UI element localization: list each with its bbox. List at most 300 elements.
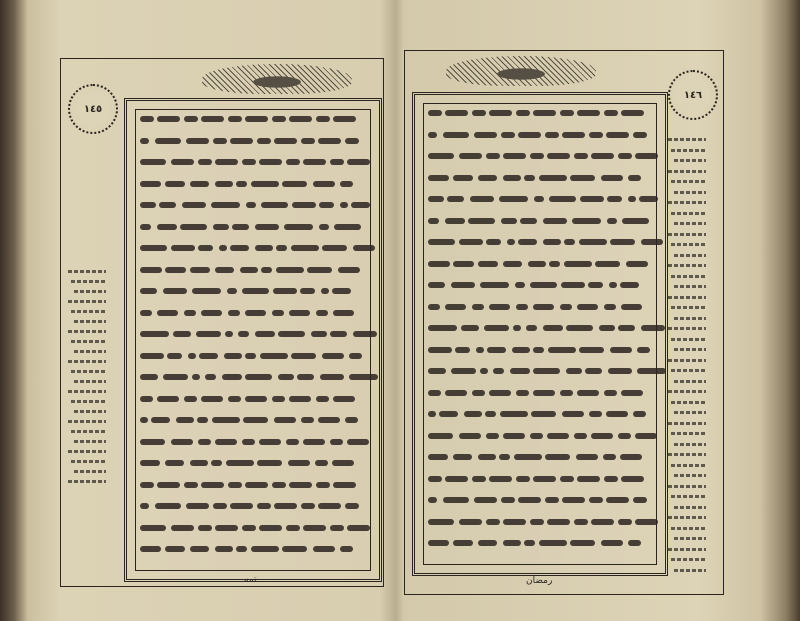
script-word <box>478 175 497 181</box>
script-word <box>171 525 194 531</box>
margin-note-line <box>668 296 706 299</box>
script-word <box>197 417 208 423</box>
script-word <box>503 175 521 181</box>
script-word <box>303 525 326 531</box>
script-word <box>533 110 556 116</box>
script-word <box>503 153 526 159</box>
script-word <box>316 396 329 402</box>
script-word <box>165 460 184 466</box>
script-word <box>487 347 506 353</box>
script-word <box>574 433 587 439</box>
script-word <box>574 153 588 159</box>
script-word <box>236 546 247 552</box>
script-word <box>485 411 496 417</box>
script-word <box>171 439 193 445</box>
script-word <box>255 245 273 251</box>
script-word <box>570 175 595 181</box>
script-word <box>633 411 646 417</box>
script-word <box>157 310 178 316</box>
script-word <box>447 196 464 202</box>
script-word <box>140 439 165 445</box>
script-word <box>140 181 161 187</box>
script-word <box>291 353 316 359</box>
script-word <box>242 525 256 531</box>
script-word <box>607 218 617 224</box>
script-word <box>330 331 347 337</box>
script-word <box>428 347 452 353</box>
script-word <box>610 239 635 245</box>
right-margin-notes <box>666 138 710 578</box>
script-word <box>278 374 294 380</box>
script-word <box>518 497 541 503</box>
script-word <box>301 503 315 509</box>
right-text-block <box>412 92 668 576</box>
script-word <box>140 546 161 552</box>
script-word <box>428 132 437 138</box>
script-word <box>333 482 356 488</box>
script-word <box>245 374 272 380</box>
script-word <box>347 525 370 531</box>
script-word <box>272 482 286 488</box>
script-word <box>501 132 515 138</box>
margin-note-line <box>68 270 106 273</box>
script-word <box>228 482 242 488</box>
script-word <box>549 196 576 202</box>
script-word <box>480 368 488 374</box>
margin-note-line <box>71 370 106 373</box>
script-word <box>579 347 604 353</box>
script-word <box>500 411 528 417</box>
left-text-lines <box>135 109 371 571</box>
script-word <box>274 417 296 423</box>
script-word <box>282 181 307 187</box>
script-word <box>577 390 599 396</box>
script-word <box>533 476 556 482</box>
script-word <box>165 546 185 552</box>
margin-note-line <box>668 422 706 425</box>
script-word <box>184 396 197 402</box>
margin-note-line <box>71 460 106 463</box>
script-word <box>313 181 335 187</box>
script-word <box>459 519 482 525</box>
margin-note-line <box>671 369 706 372</box>
script-word <box>589 497 603 503</box>
script-word <box>349 374 378 380</box>
script-word <box>577 304 598 310</box>
script-word <box>307 267 332 273</box>
margin-note-line <box>671 495 706 498</box>
script-word <box>604 390 617 396</box>
script-word <box>140 417 148 423</box>
script-word <box>273 288 297 294</box>
script-word <box>564 261 592 267</box>
script-word <box>533 347 544 353</box>
script-word <box>163 374 188 380</box>
script-word <box>445 218 465 224</box>
script-word <box>340 181 353 187</box>
script-word <box>319 224 329 230</box>
script-word <box>251 181 279 187</box>
script-word <box>140 331 169 337</box>
script-word <box>501 218 517 224</box>
script-word <box>338 267 360 273</box>
script-word <box>318 417 340 423</box>
script-word <box>140 267 162 273</box>
script-word <box>547 433 569 439</box>
script-word <box>318 503 341 509</box>
script-word <box>186 138 209 144</box>
script-word <box>520 218 537 224</box>
script-word <box>589 411 602 417</box>
script-word <box>566 368 582 374</box>
script-word <box>503 540 521 546</box>
script-word <box>201 482 224 488</box>
script-word <box>628 196 636 202</box>
script-word <box>289 310 310 316</box>
script-word <box>226 460 254 466</box>
left-page-number: ١٤٥ <box>83 103 103 115</box>
script-word <box>635 153 658 159</box>
script-word <box>562 132 585 138</box>
script-word <box>562 497 585 503</box>
script-word <box>539 175 567 181</box>
script-word <box>603 454 616 460</box>
margin-note-line <box>674 537 706 540</box>
script-word <box>227 288 237 294</box>
script-word <box>503 519 526 525</box>
script-word <box>321 288 329 294</box>
script-word <box>609 282 617 288</box>
script-word <box>340 546 353 552</box>
script-word <box>165 181 185 187</box>
script-word <box>316 116 330 122</box>
script-word <box>560 304 572 310</box>
script-word <box>428 497 437 503</box>
margin-note-line <box>668 548 706 551</box>
script-word <box>455 347 470 353</box>
script-word <box>524 175 535 181</box>
script-word <box>215 439 237 445</box>
script-word <box>591 433 613 439</box>
script-word <box>282 546 307 552</box>
script-word <box>245 116 268 122</box>
script-word <box>478 540 497 546</box>
right-page <box>404 0 776 621</box>
script-word <box>516 110 530 116</box>
script-word <box>140 482 154 488</box>
script-word <box>190 267 210 273</box>
script-word <box>478 454 496 460</box>
margin-note-line <box>68 480 106 483</box>
script-word <box>198 245 213 251</box>
margin-note-line <box>71 400 106 403</box>
script-word <box>428 411 436 417</box>
margin-note-line <box>671 212 706 215</box>
script-word <box>284 224 313 230</box>
script-word <box>167 353 182 359</box>
script-word <box>301 138 315 144</box>
script-word <box>322 245 347 251</box>
script-word <box>604 110 618 116</box>
left-page-number-rosette <box>68 84 118 134</box>
script-word <box>428 218 439 224</box>
margin-note-line <box>71 340 106 343</box>
script-word <box>595 261 620 267</box>
script-word <box>516 304 528 310</box>
script-word <box>245 482 268 488</box>
script-word <box>274 138 297 144</box>
script-word <box>591 153 614 159</box>
script-word <box>472 390 485 396</box>
script-word <box>621 476 644 482</box>
script-word <box>604 476 618 482</box>
script-word <box>297 374 314 380</box>
margin-note-line <box>674 474 706 477</box>
script-word <box>560 110 574 116</box>
left-text-block <box>124 98 382 582</box>
script-word <box>353 331 377 337</box>
right-page-number-rosette <box>668 70 718 120</box>
script-word <box>157 116 180 122</box>
script-word <box>140 159 166 165</box>
script-word <box>225 331 233 337</box>
script-word <box>472 304 484 310</box>
script-word <box>347 159 370 165</box>
margin-note-line <box>68 300 106 303</box>
margin-note-line <box>74 470 106 473</box>
script-word <box>428 153 454 159</box>
script-word <box>637 368 666 374</box>
margin-note-line <box>74 350 106 353</box>
script-word <box>516 390 529 396</box>
script-word <box>340 202 348 208</box>
script-word <box>445 110 468 116</box>
margin-note-line <box>671 527 706 530</box>
script-word <box>259 525 282 531</box>
script-word <box>334 224 361 230</box>
script-word <box>580 196 604 202</box>
script-word <box>351 202 370 208</box>
script-word <box>165 267 186 273</box>
margin-note-line <box>74 380 106 383</box>
script-word <box>345 138 359 144</box>
margin-note-line <box>668 453 706 456</box>
script-word <box>486 153 500 159</box>
script-word <box>291 245 319 251</box>
script-word <box>257 138 271 144</box>
script-word <box>607 196 622 202</box>
script-word <box>499 454 510 460</box>
script-word <box>173 331 191 337</box>
script-word <box>276 267 304 273</box>
left-catchword: تمه <box>244 575 257 585</box>
script-word <box>428 175 449 181</box>
margin-note-line <box>674 285 706 288</box>
margin-note-line <box>71 430 106 433</box>
script-word <box>445 476 468 482</box>
script-word <box>157 482 180 488</box>
script-word <box>543 218 567 224</box>
script-word <box>480 282 509 288</box>
script-word <box>516 476 530 482</box>
script-word <box>534 196 544 202</box>
script-word <box>564 239 575 245</box>
script-word <box>618 433 631 439</box>
script-word <box>140 503 149 509</box>
script-word <box>301 417 314 423</box>
script-word <box>303 439 325 445</box>
script-word <box>330 525 344 531</box>
script-word <box>257 503 271 509</box>
script-word <box>459 433 481 439</box>
script-word <box>199 353 218 359</box>
script-word <box>639 196 658 202</box>
script-word <box>198 525 212 531</box>
script-word <box>140 525 166 531</box>
script-word <box>618 325 635 331</box>
script-word <box>637 347 650 353</box>
margin-note-line <box>674 317 706 320</box>
margin-note-line <box>668 170 706 173</box>
script-word <box>515 282 525 288</box>
script-word <box>468 218 495 224</box>
margin-note-line <box>668 359 706 362</box>
script-word <box>140 460 160 466</box>
margin-note-line <box>668 485 706 488</box>
script-word <box>478 261 498 267</box>
script-word <box>514 454 542 460</box>
margin-note-line <box>71 310 106 313</box>
script-word <box>549 261 560 267</box>
margin-note-line <box>671 275 706 278</box>
script-word <box>439 411 458 417</box>
script-word <box>560 390 573 396</box>
script-word <box>451 368 476 374</box>
margin-note-line <box>671 401 706 404</box>
script-word <box>635 433 657 439</box>
script-word <box>274 503 297 509</box>
script-word <box>176 417 194 423</box>
script-word <box>332 460 354 466</box>
script-word <box>184 482 198 488</box>
script-word <box>428 282 445 288</box>
margin-note-line <box>68 390 106 393</box>
script-word <box>213 138 227 144</box>
left-margin-notes <box>66 270 110 500</box>
script-word <box>140 374 158 380</box>
margin-note-line <box>74 290 106 293</box>
left-header-ornament <box>202 64 352 94</box>
script-word <box>259 439 281 445</box>
script-word <box>260 353 288 359</box>
script-word <box>330 439 343 445</box>
script-word <box>345 417 358 423</box>
script-word <box>443 497 469 503</box>
script-word <box>192 374 200 380</box>
script-word <box>453 454 472 460</box>
margin-note-line <box>671 306 706 309</box>
script-word <box>606 497 629 503</box>
script-word <box>489 476 512 482</box>
script-word <box>151 417 170 423</box>
script-word <box>259 159 282 165</box>
script-word <box>547 519 570 525</box>
right-catchword: رمضان <box>526 576 553 586</box>
script-word <box>333 310 354 316</box>
margin-note-line <box>674 443 706 446</box>
script-word <box>606 132 629 138</box>
margin-note-line <box>668 233 706 236</box>
script-word <box>528 261 546 267</box>
margin-note-line <box>74 410 106 413</box>
script-word <box>286 439 299 445</box>
margin-note-line <box>74 440 106 443</box>
script-word <box>606 411 628 417</box>
right-header-ornament <box>446 56 596 86</box>
script-word <box>545 132 559 138</box>
script-word <box>345 503 359 509</box>
script-word <box>230 138 253 144</box>
script-word <box>289 482 312 488</box>
script-word <box>626 261 648 267</box>
script-word <box>322 353 344 359</box>
script-word <box>486 519 500 525</box>
script-word <box>445 304 466 310</box>
script-word <box>501 497 515 503</box>
script-word <box>622 218 649 224</box>
script-word <box>140 116 154 122</box>
margin-note-line <box>674 380 706 383</box>
script-word <box>493 368 504 374</box>
margin-note-line <box>674 411 706 414</box>
script-word <box>184 116 198 122</box>
script-word <box>215 181 233 187</box>
script-word <box>621 110 644 116</box>
script-word <box>171 245 195 251</box>
script-word <box>232 224 249 230</box>
script-word <box>591 519 614 525</box>
margin-note-line <box>668 201 706 204</box>
script-word <box>545 454 570 460</box>
script-word <box>572 218 601 224</box>
script-word <box>171 159 194 165</box>
margin-note-line <box>671 432 706 435</box>
script-word <box>188 353 196 359</box>
script-word <box>608 368 632 374</box>
right-text-lines <box>423 103 657 565</box>
script-word <box>621 390 643 396</box>
script-word <box>240 267 258 273</box>
script-word <box>530 519 544 525</box>
script-word <box>610 347 632 353</box>
margin-note-line <box>674 191 706 194</box>
script-word <box>303 159 326 165</box>
script-word <box>211 460 222 466</box>
script-word <box>230 245 249 251</box>
script-word <box>245 310 266 316</box>
script-word <box>245 396 267 402</box>
script-word <box>272 396 285 402</box>
script-word <box>585 368 602 374</box>
script-word <box>215 525 238 531</box>
script-word <box>474 132 497 138</box>
script-word <box>618 153 632 159</box>
script-word <box>428 261 450 267</box>
script-word <box>140 224 151 230</box>
script-word <box>255 331 275 337</box>
script-word <box>288 460 310 466</box>
script-word <box>428 325 457 331</box>
